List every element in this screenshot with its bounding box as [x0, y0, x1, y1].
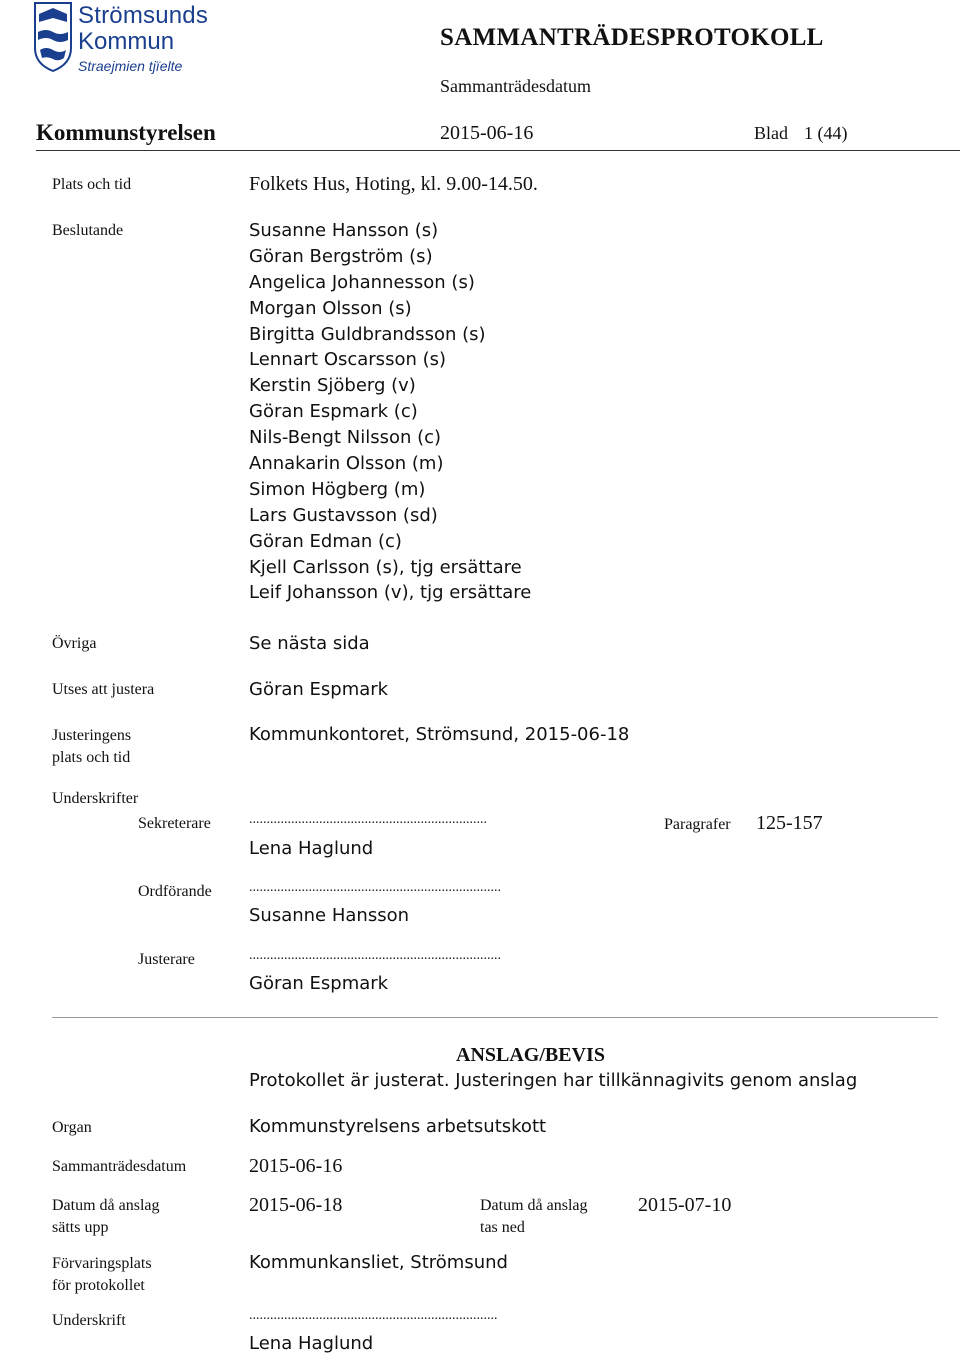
list-item: Göran Bergström (s) — [249, 245, 433, 267]
logo-line-3: Straejmien tjïelte — [78, 58, 183, 74]
place-label: Plats och tid — [52, 176, 132, 193]
list-item: Simon Högberg (m) — [249, 478, 426, 500]
list-item: Susanne Hansson (s) — [249, 220, 439, 241]
list-item: Leif Johansson (v), tjg ersättare — [249, 582, 532, 604]
list-item: Birgitta Guldbrandsson (s) — [249, 323, 486, 345]
list-item: Morgan Olsson (s) — [249, 297, 412, 319]
organ-label: Organ — [52, 1119, 92, 1136]
justerare-signature-line: ........................................................................ — [249, 948, 501, 963]
posted-label-2: sätts upp — [52, 1219, 109, 1236]
secretary-signature-line: .................................................................... — [249, 812, 487, 827]
posted-label-1: Datum då anslag — [52, 1197, 160, 1214]
paragraphs-label: Paragrafer — [664, 816, 731, 833]
notice-meeting-date-label: Sammanträdesdatum — [52, 1158, 187, 1175]
removed-value: 2015-07-10 — [638, 1194, 732, 1216]
signatures-heading: Underskrifter — [52, 790, 139, 807]
posted-value: 2015-06-18 — [249, 1194, 343, 1216]
justerare-name: Göran Espmark — [249, 973, 389, 994]
secretary-label: Sekreterare — [138, 815, 211, 832]
removed-label-2: tas ned — [480, 1219, 525, 1236]
sheet-label: Blad — [754, 123, 788, 143]
organ-value: Kommunstyrelsens arbetsutskott — [249, 1116, 547, 1137]
deciding-list — [249, 218, 531, 606]
list-item: Angelica Johannesson (s) — [249, 271, 475, 293]
adjuster-value: Göran Espmark — [249, 679, 389, 700]
adjust-place-value: Kommunkontoret, Strömsund, 2015-06-18 — [249, 724, 630, 745]
notice-meeting-date-value: 2015-06-16 — [249, 1155, 343, 1177]
chair-name: Susanne Hansson — [249, 905, 410, 926]
sheet-number: 1 (44) — [804, 123, 848, 143]
list-item: Göran Espmark (c) — [249, 401, 418, 423]
document-title: SAMMANTRÄDESPROTOKOLL — [440, 24, 824, 51]
meeting-date: 2015-06-16 — [440, 122, 534, 144]
list-item: Kjell Carlsson (s), tjg ersättare — [249, 556, 522, 578]
meeting-date-label: Sammanträdesdatum — [440, 76, 591, 96]
body-name: Kommunstyrelsen — [36, 120, 216, 145]
chair-label: Ordförande — [138, 883, 212, 900]
list-item: Lars Gustavsson (sd) — [249, 504, 438, 526]
adjust-place-label-2: plats och tid — [52, 749, 131, 766]
list-item: Nils-Bengt Nilsson (c) — [249, 427, 442, 449]
removed-label-1: Datum då anslag — [480, 1197, 588, 1214]
deciding-label: Beslutande — [52, 222, 124, 239]
adjust-place-label-1: Justeringens — [52, 727, 132, 744]
justerare-label: Justerare — [138, 951, 195, 968]
notice-signature-line: ....................................................................... — [249, 1308, 498, 1323]
list-item: Lennart Oscarsson (s) — [249, 349, 447, 371]
logo-line-2: Kommun — [78, 28, 175, 55]
notice-heading: ANSLAG/BEVIS — [456, 1044, 605, 1066]
others-label: Övriga — [52, 635, 97, 652]
signature-label: Underskrift — [52, 1312, 126, 1329]
storage-label-2: för protokollet — [52, 1277, 145, 1294]
coat-of-arms-icon — [34, 2, 72, 72]
municipality-logo — [34, 2, 234, 82]
notice-text: Protokollet är justerat. Justeringen har tillkännagivits genom anslag — [249, 1070, 858, 1091]
storage-label-1: Förvaringsplats — [52, 1255, 152, 1272]
header-divider — [36, 150, 960, 151]
list-item: Kerstin Sjöberg (v) — [249, 375, 416, 397]
storage-value: Kommunkansliet, Strömsund — [249, 1252, 508, 1273]
list-item: Göran Edman (c) — [249, 530, 402, 552]
notice-signature-name: Lena Haglund — [249, 1333, 374, 1354]
paragraphs-value: 125-157 — [756, 812, 823, 834]
others-value: Se nästa sida — [249, 633, 370, 654]
chair-signature-line: ........................................................................ — [249, 880, 501, 895]
section-divider — [52, 1017, 938, 1018]
logo-line-1: Strömsunds — [78, 2, 209, 29]
secretary-name: Lena Haglund — [249, 838, 374, 859]
adjuster-label: Utses att justera — [52, 681, 155, 698]
list-item: Annakarin Olsson (m) — [249, 453, 444, 475]
place-value: Folkets Hus, Hoting, kl. 9.00-14.50. — [249, 173, 538, 195]
